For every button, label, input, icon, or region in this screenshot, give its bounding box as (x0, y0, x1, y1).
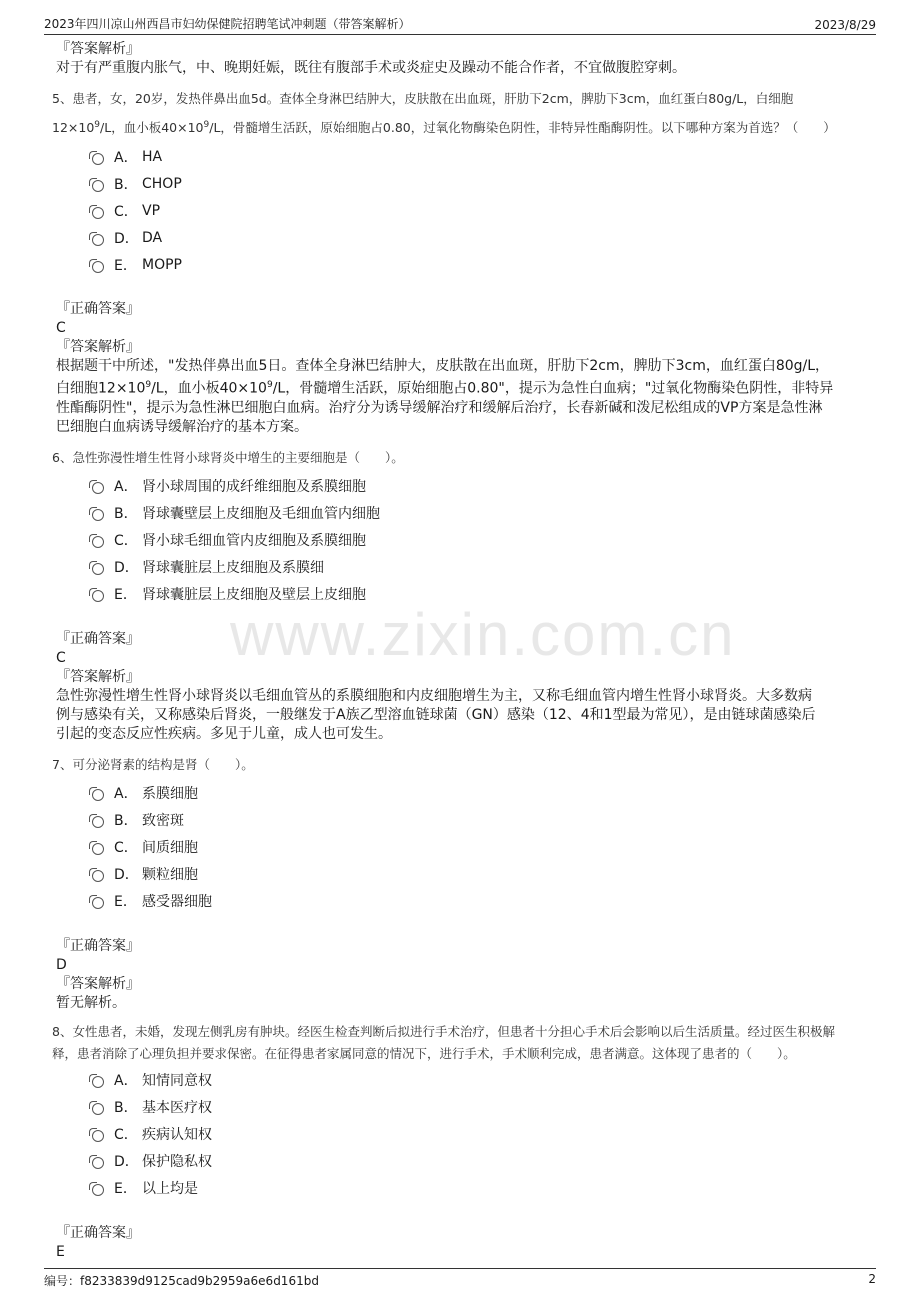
option-a[interactable] (92, 1067, 876, 1094)
option-text: 保护隐私权 (142, 1154, 212, 1171)
answer-label: 『正确答案』 (56, 937, 140, 954)
explain-label: 『答案解析』 (56, 668, 140, 685)
answer-label: 『正确答案』 (56, 1224, 140, 1241)
radio-icon[interactable] (92, 207, 104, 219)
answer-value: C (56, 320, 66, 337)
option-a[interactable] (92, 473, 876, 500)
option-letter: B． (114, 506, 138, 523)
page-content (44, 40, 876, 1262)
option-letter: A． (114, 149, 138, 166)
radio-icon[interactable] (92, 180, 104, 192)
option-letter: D． (114, 867, 139, 884)
option-text: 基本医疗权 (142, 1100, 212, 1117)
answer-label: 『正确答案』 (56, 301, 140, 318)
option-letter: C． (114, 533, 138, 550)
option-text: VP (142, 202, 161, 219)
question-text (52, 1021, 876, 1065)
option-d[interactable] (92, 554, 876, 581)
options-list (92, 780, 876, 915)
explain-label: 『答案解析』 (56, 339, 140, 356)
explain-text (56, 357, 876, 437)
option-c[interactable] (92, 1121, 876, 1148)
option-e[interactable] (92, 251, 876, 278)
question-fragment: /L，血小板40×10 (100, 120, 204, 136)
superscript: 9 (266, 380, 273, 391)
option-letter: A． (114, 786, 138, 803)
option-letter: E． (114, 894, 137, 911)
question-line: 5、患者，女，20岁，发热伴鼻出血5d。查体全身淋巴结肿大，皮肤散在出血斑，肝肋下2cm，脾肋下3cm，血红蛋白80g/L，白细胞 (52, 91, 794, 106)
question-text (52, 86, 876, 141)
radio-icon[interactable] (92, 816, 104, 828)
radio-icon[interactable] (92, 1103, 104, 1115)
explain-fragment: 白细胞12×10 (56, 380, 146, 397)
option-text: MOPP (142, 256, 182, 273)
radio-icon[interactable] (92, 789, 104, 801)
option-letter: A． (114, 479, 138, 496)
question-7 (44, 752, 876, 1013)
question-5 (44, 86, 876, 437)
radio-icon[interactable] (92, 509, 104, 521)
option-letter: E． (114, 257, 137, 274)
options-list (92, 143, 876, 278)
explain-line: 根据题干中所述，"发热伴鼻出血5日。查体全身淋巴结肿大，皮肤散在出血斑，肝肋下2cm，脾肋下3cm，血红蛋白80g/L， (56, 358, 830, 375)
explain-line: 性酯酶阴性"，提示为急性淋巴细胞白血病。治疗分为诱导缓解治疗和缓解后治疗，长春新碱和泼尼松组成的VP方案是急性淋 (56, 399, 823, 416)
superscript: 9 (145, 380, 152, 391)
question-text: 7、可分泌肾素的结构是肾（ ）。 (52, 756, 254, 772)
option-letter: B． (114, 813, 138, 830)
question-fragment: 12×10 (52, 120, 95, 136)
option-letter: E． (114, 1181, 137, 1198)
option-b[interactable] (92, 807, 876, 834)
radio-icon[interactable] (92, 870, 104, 882)
explain-line: 引起的变态反应性疾病。多见于儿童，成人也可发生。 (56, 725, 392, 742)
question-line (52, 112, 876, 141)
option-letter: D． (114, 560, 139, 577)
watermark: www.zixin.com.cn (230, 601, 736, 668)
radio-icon[interactable] (92, 563, 104, 575)
option-text: 肾球囊壁层上皮细胞及毛细血管内细胞 (142, 506, 380, 523)
option-letter: C． (114, 203, 138, 220)
explain-line (56, 376, 876, 399)
option-e[interactable] (92, 1175, 876, 1202)
option-text: 肾球囊脏层上皮细胞及壁层上皮细胞 (142, 587, 366, 604)
option-c[interactable] (92, 197, 876, 224)
explain-fragment: /L，血小板40×10 (151, 380, 267, 397)
option-d[interactable] (92, 861, 876, 888)
option-text: 肾小球毛细血管内皮细胞及系膜细胞 (142, 533, 366, 550)
explain-line: 例与感染有关，又称感染后肾炎，一般继发于A族乙型溶血链球菌（GN）感染（12、4和1型最为常见），是由链球菌感染后 (56, 706, 816, 723)
option-text: 系膜细胞 (142, 786, 198, 803)
doc-date: 2023/8/29 (814, 18, 876, 32)
doc-code: 编号：f8233839d9125cad9b2959a6e6d161bd (44, 1274, 319, 1288)
options-list (92, 1067, 876, 1202)
explain-label: 『答案解析』 (56, 41, 140, 57)
question-fragment: /L，骨髓增生活跃，原始细胞占0.80，过氧化物酶染色阴性，非特异性酯酶阴性。以下哪种方案为首选？（ ） (209, 120, 836, 136)
option-d[interactable] (92, 224, 876, 251)
option-letter: B． (114, 176, 138, 193)
option-letter: E． (114, 587, 137, 604)
radio-icon[interactable] (92, 1076, 104, 1088)
option-b[interactable] (92, 1094, 876, 1121)
radio-icon[interactable] (92, 1130, 104, 1142)
radio-icon[interactable] (92, 1184, 104, 1196)
option-letter: C． (114, 1127, 138, 1144)
option-text: 以上均是 (142, 1181, 198, 1198)
page-footer (44, 1268, 876, 1292)
page-number: 2 (868, 1272, 876, 1286)
option-a[interactable] (92, 143, 876, 170)
radio-icon[interactable] (92, 153, 104, 165)
explain-label: 『答案解析』 (56, 975, 140, 992)
option-text: 致密斑 (142, 813, 184, 830)
question-6 (44, 445, 876, 744)
radio-icon[interactable] (92, 536, 104, 548)
radio-icon[interactable] (92, 1157, 104, 1169)
question-text: 6、急性弥漫性增生性肾小球肾炎中增生的主要细胞是（ ）。 (52, 449, 404, 465)
option-text: 肾小球周围的成纤维细胞及系膜细胞 (142, 479, 366, 496)
option-text: 知情同意权 (142, 1073, 212, 1090)
question-line: 释，患者消除了心理负担并要求保密。在征得患者家属同意的情况下，进行手术，手术顺利完成，患者满意。这体现了患者的（ ）。 (52, 1045, 796, 1061)
explain-text: 暂无解析。 (56, 994, 126, 1011)
superscript: 9 (94, 120, 101, 130)
doc-title: 2023年四川凉山州西昌市妇幼保健院招聘笔试冲刺题（带答案解析） (44, 17, 411, 31)
explain-text (56, 687, 876, 744)
option-text: 肾球囊脏层上皮细胞及系膜细 (142, 560, 324, 577)
option-text: DA (142, 229, 163, 246)
option-text: 间质细胞 (142, 840, 198, 857)
option-e[interactable] (92, 888, 876, 915)
option-letter: D． (114, 1154, 139, 1171)
option-text: CHOP (142, 175, 182, 192)
superscript: 9 (203, 120, 210, 130)
answer-value: D (56, 956, 67, 973)
radio-icon[interactable] (92, 234, 104, 246)
answer-value: C (56, 649, 66, 666)
page-header (44, 10, 876, 35)
explain-line: 巴细胞白血病诱导缓解治疗的基本方案。 (56, 418, 308, 435)
explain-text: 对于有严重腹内胀气，中、晚期妊娠，既往有腹部手术或炎症史及躁动不能合作者，不宜做腹腔穿刺。 (56, 60, 686, 76)
option-c[interactable] (92, 834, 876, 861)
option-a[interactable] (92, 780, 876, 807)
option-text: 感受器细胞 (142, 894, 212, 911)
options-list (92, 473, 876, 608)
option-text: HA (142, 148, 163, 165)
radio-icon[interactable] (92, 261, 104, 273)
explain-fragment: /L，骨髓增生活跃，原始细胞占0.80"，提示为急性白血病；"过氧化物酶染色阴性，非特异 (272, 380, 834, 397)
question-line: 8、女性患者，未婚，发现左侧乳房有肿块。经医生检查判断后拟进行手术治疗，但患者十分担心手术后会影响以后生活质量。经过医生积极解 (52, 1023, 835, 1039)
radio-icon[interactable] (92, 843, 104, 855)
option-d[interactable] (92, 1148, 876, 1175)
option-b[interactable] (92, 500, 876, 527)
option-letter: C． (114, 840, 138, 857)
option-text: 疾病认知权 (142, 1127, 212, 1144)
option-e[interactable] (92, 581, 876, 608)
question-8 (44, 1021, 876, 1262)
radio-icon[interactable] (92, 482, 104, 494)
option-letter: B． (114, 1100, 138, 1117)
option-letter: D． (114, 230, 139, 247)
option-b[interactable] (92, 170, 876, 197)
option-c[interactable] (92, 527, 876, 554)
radio-icon[interactable] (92, 590, 104, 602)
answer-value: E (56, 1243, 65, 1260)
explain-line: 急性弥漫性增生性肾小球肾炎以毛细血管丛的系膜细胞和内皮细胞增生为主，又称毛细血管内增生性肾小球肾炎。大多数病 (56, 687, 812, 704)
option-text: 颗粒细胞 (142, 867, 198, 884)
radio-icon[interactable] (92, 897, 104, 909)
option-letter: A． (114, 1073, 138, 1090)
answer-label: 『正确答案』 (56, 630, 140, 647)
